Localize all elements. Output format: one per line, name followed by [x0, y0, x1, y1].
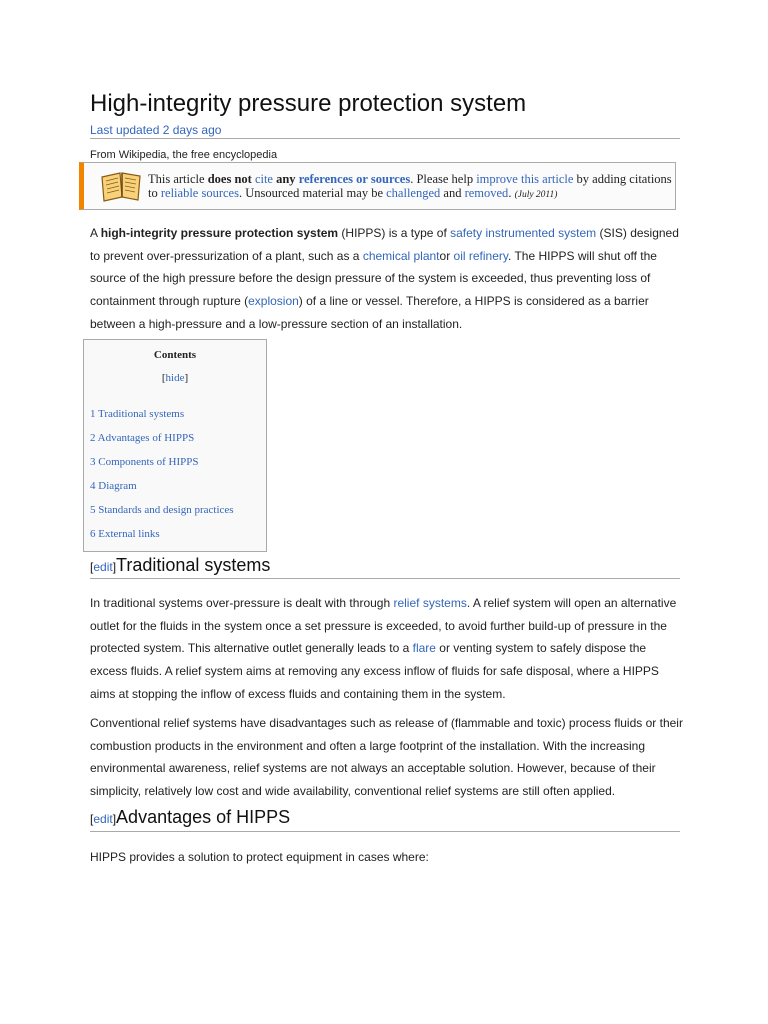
text-run: In traditional systems over-pressure is dealt with through	[90, 596, 394, 610]
oil-refinery-link[interactable]: oil refinery	[453, 248, 509, 263]
heading-text: Traditional systems	[116, 555, 271, 575]
bracket: [	[161, 372, 166, 384]
toc-item-external-links[interactable]: 6 External links	[90, 528, 160, 540]
notice-bold: does not	[207, 172, 255, 186]
table-of-contents	[83, 339, 267, 552]
toc-item-standards[interactable]: 5 Standards and design practices	[90, 504, 234, 516]
notice-text-part: .	[508, 186, 515, 200]
toc-item-advantages[interactable]: 2 Advantages of HIPPS	[90, 432, 195, 444]
reliable-sources-link[interactable]: reliable sources	[160, 186, 239, 200]
flare-link[interactable]: flare	[412, 641, 436, 656]
conventional-paragraph: Conventional relief systems have disadvantages such as release of (flammable and toxic) process fluids or their combustion products in the environment and often a large footprint of the installation. With the increasing environmental awareness, relief systems are not always an acceptable solution. However, because of their simplicity, relatively low cost and wide availability, conventional relief systems are still often applied.	[90, 716, 683, 799]
site-subtitle: From Wikipedia, the free encyclopedia	[90, 149, 278, 161]
toc-title: Contents	[153, 349, 197, 361]
toc-item-traditional-systems[interactable]: 1 Traditional systems	[90, 408, 185, 420]
section-divider	[90, 578, 680, 579]
notice-text-part: This article	[148, 172, 208, 186]
challenged-link[interactable]: challenged	[386, 186, 441, 200]
book-icon	[98, 169, 144, 203]
notice-date: (July 2011)	[514, 190, 558, 200]
references-link[interactable]: references or sources	[298, 172, 411, 186]
notice-text-part: . Unsourced material may be	[238, 186, 387, 200]
text-run: or	[439, 248, 454, 263]
heading-text: Advantages of HIPPS	[116, 807, 291, 827]
relief-systems-link[interactable]: relief systems	[393, 596, 467, 610]
section-heading-advantages	[90, 807, 290, 828]
chemical-plant-link[interactable]: chemical plant	[362, 248, 440, 263]
bracket: ]	[112, 560, 117, 574]
hipps-paragraph: HIPPS provides a solution to protect equipment in cases where:	[90, 850, 429, 864]
edit-link[interactable]: edit	[93, 812, 113, 826]
toc-item-diagram[interactable]: 4 Diagram	[90, 480, 137, 492]
article-subject: high-integrity pressure protection system	[100, 226, 339, 240]
notice-text-part: and	[440, 186, 465, 200]
text-run: A	[90, 226, 101, 240]
text-run: . The HIPPS will shut off the source of the high pressure before the design pressure of the system is exceeded, thus preventing loss of containment through rupture (	[90, 248, 657, 309]
text-run: . A relief system will open an alternative outlet for the fluids in the system once a set pressure is exceeded, to avoid further build-up of pressure in the protected system. This alternative outlet generally leads to a	[90, 596, 677, 656]
text-run: ) of a line or vessel. Therefore, a HIPPS is considered as a barrier between a high-pressure and a low-pressure section of an installation.	[90, 294, 649, 331]
section-divider	[90, 831, 680, 832]
sis-link[interactable]: safety instrumented system	[450, 226, 597, 240]
intro-paragraph	[90, 222, 685, 336]
text-run: (HIPPS) is a type of	[338, 226, 451, 240]
text-run: or venting system to safely dispose the excess fluids. A relief system aims at removing any excess inflow of fluids for safe disposal, where a HIPPS aims at stopping the inflow of excess fluids and containing them in the system.	[90, 641, 659, 701]
notice-text	[148, 172, 678, 202]
toc-hide-link[interactable]: hide	[165, 372, 185, 384]
notice-bold: any	[272, 172, 299, 186]
bracket: [	[90, 560, 94, 574]
notice-text-part: . Please help	[410, 172, 477, 186]
title-divider	[90, 138, 680, 139]
bracket: [	[90, 812, 94, 826]
unreferenced-notice	[79, 162, 676, 210]
edit-link[interactable]: edit	[93, 560, 113, 574]
bracket: ]	[184, 372, 189, 384]
toc-item-components[interactable]: 3 Components of HIPPS	[90, 456, 199, 468]
cite-link[interactable]: cite	[254, 172, 273, 186]
bracket: ]	[112, 812, 117, 826]
notice-text-part: by adding citations to	[148, 172, 672, 200]
improve-article-link[interactable]: improve this article	[476, 172, 574, 186]
toc-hide-toggle	[84, 372, 266, 384]
section-heading-traditional	[90, 555, 270, 576]
page-title: High-integrity pressure protection system	[90, 90, 527, 117]
explosion-link[interactable]: explosion	[248, 294, 299, 309]
traditional-paragraph	[90, 592, 685, 706]
removed-link[interactable]: removed	[464, 186, 509, 200]
last-updated-link[interactable]: Last updated 2 days ago	[90, 123, 222, 137]
text-run: (SIS) designed to prevent over-pressurization of a plant, such as a	[90, 226, 679, 263]
